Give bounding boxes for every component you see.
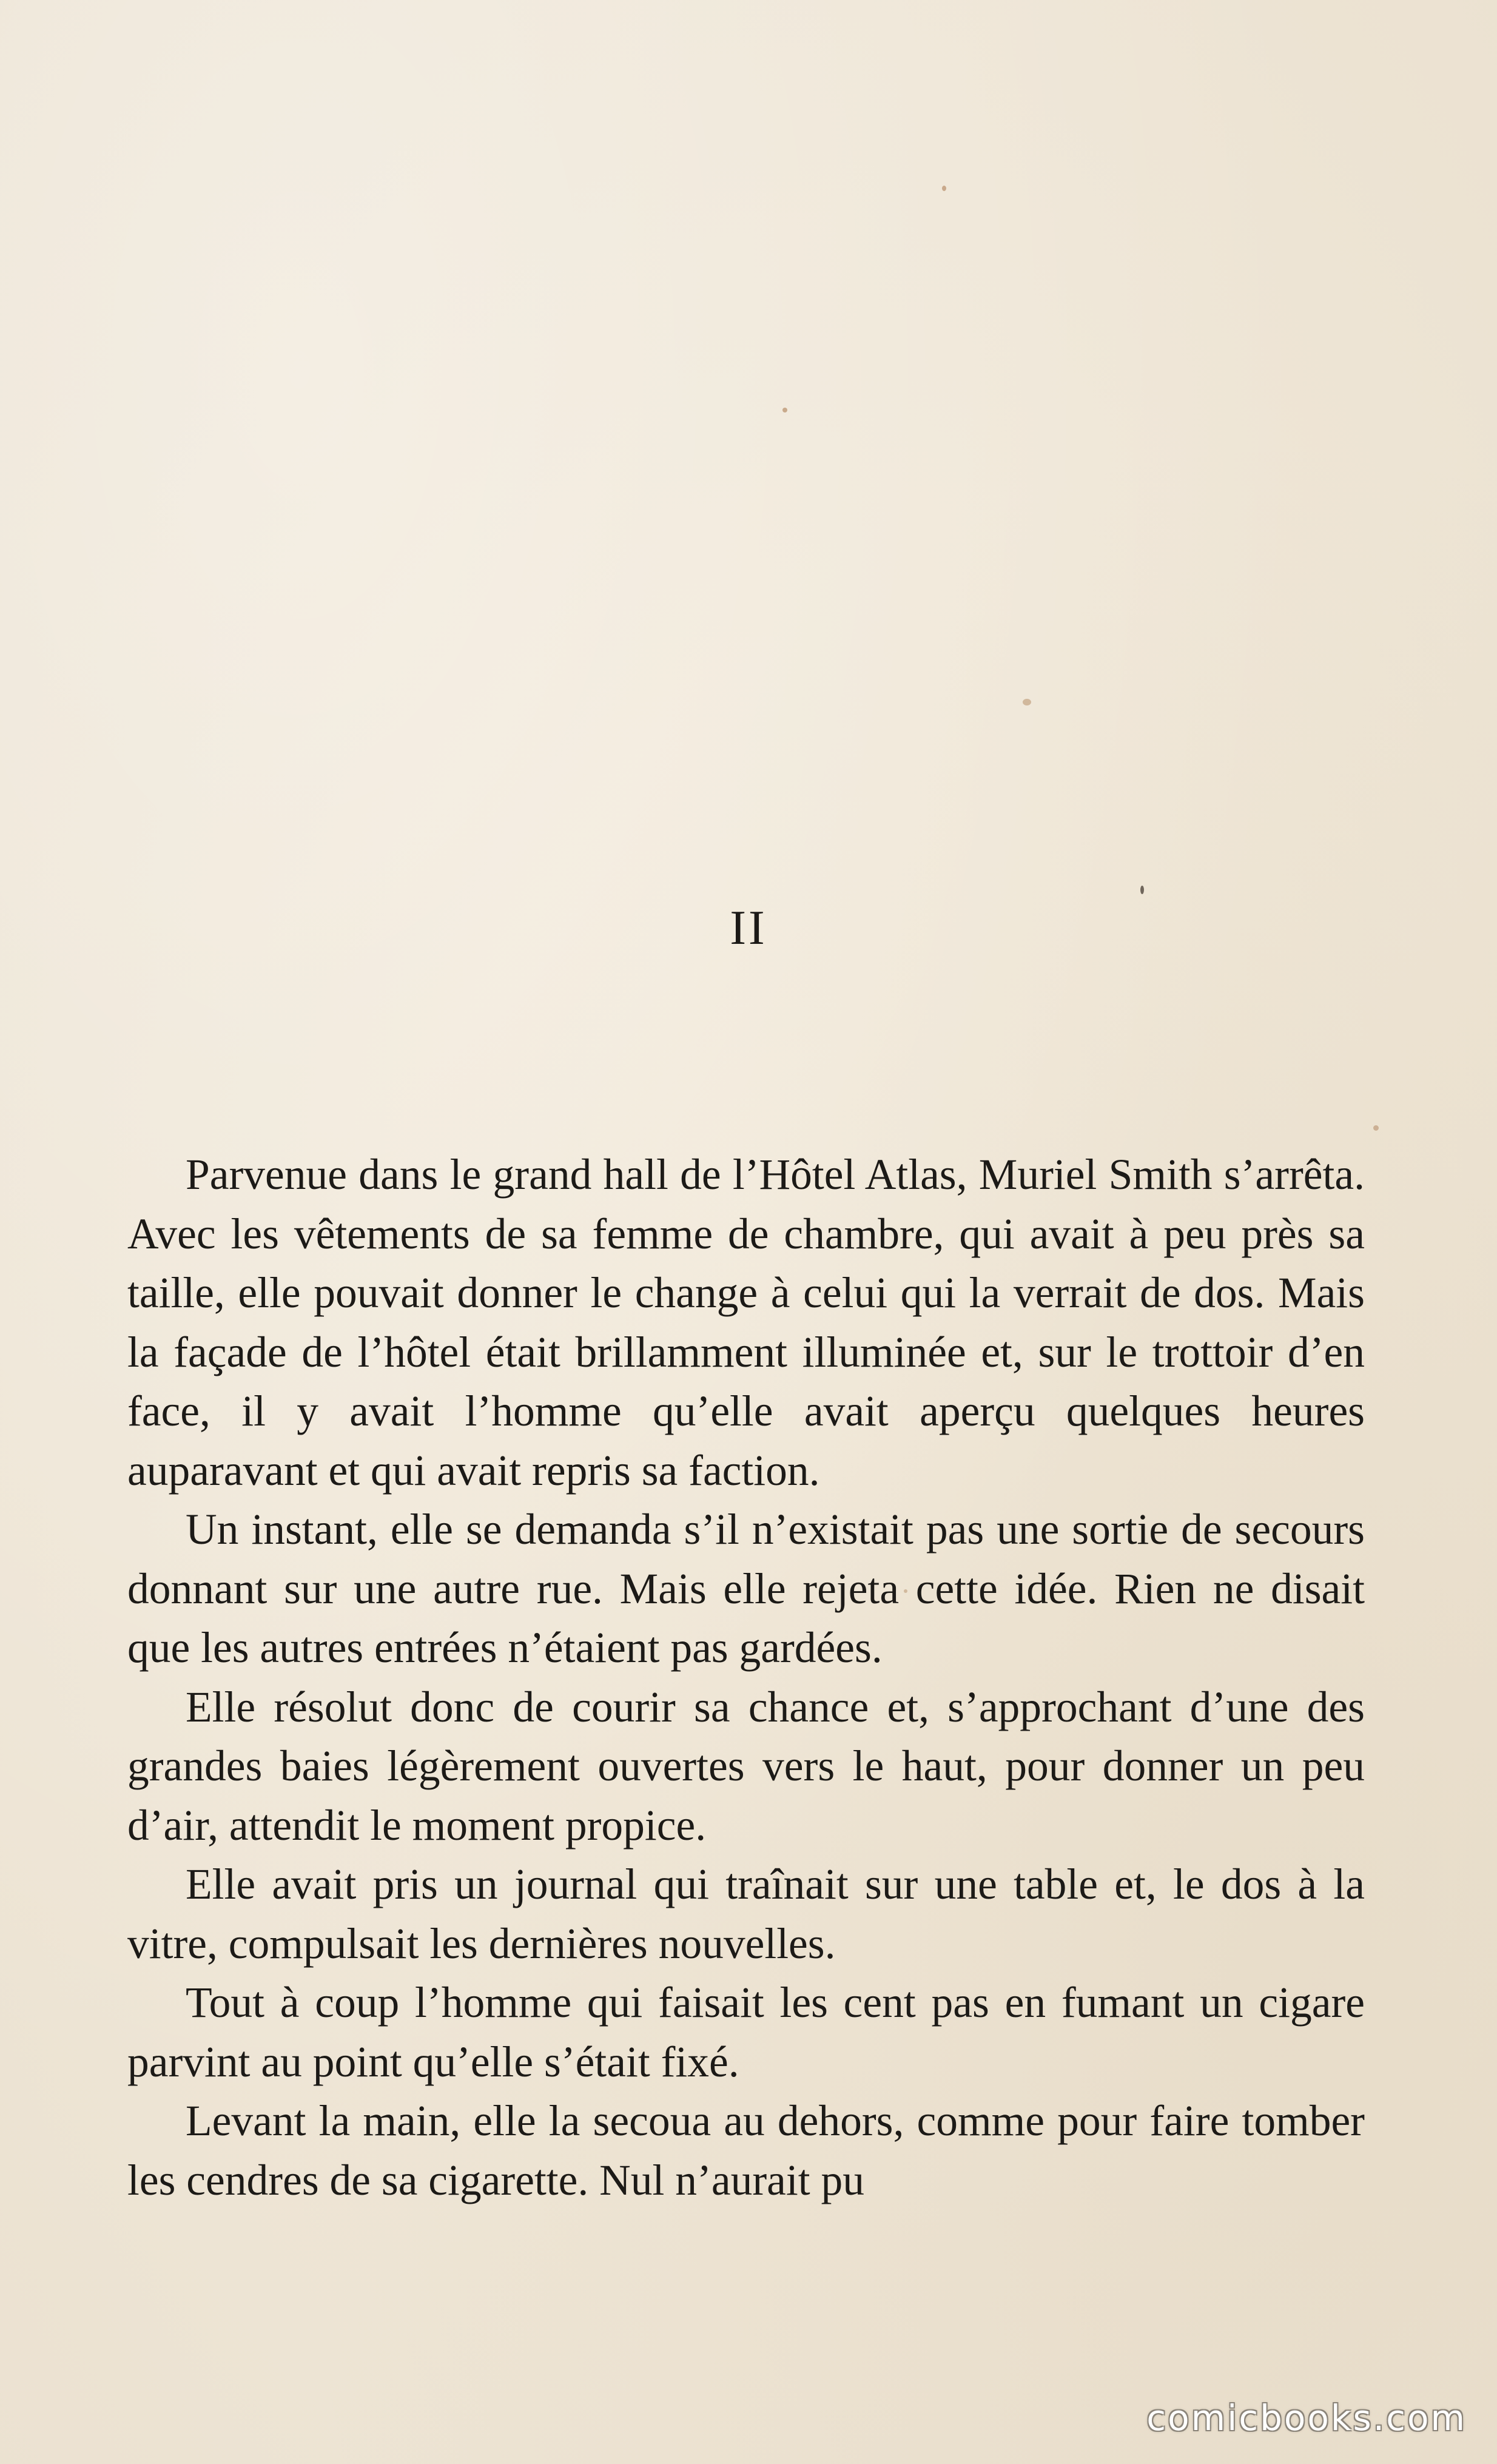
paper-speck [942,186,946,191]
paper-speck [1140,886,1144,894]
paragraph: Tout à coup l’homme qui faisait les cent pas en fumant un cigare parvint au point qu’elle s’était fixé. [127,1979,1365,2086]
paragraph: Parvenue dans le grand hall de l’Hôtel Atlas, Muriel Smith s’arrêta. Avec les vêtements de sa femme de chambre, qui avait à peu près sa taille, elle pouvait donner le change à celui qui la verrait de dos. Mais la façade de l’hôtel était brillamment illuminée et, sur le trottoir d’en face, il y avait l’homme qu’elle avait aperçu quelques heures auparavant et qui avait repris sa faction. [127,1151,1365,1495]
chapter-number: II [730,901,767,955]
body-text [127,1145,1365,2210]
paragraph: Un instant, elle se demanda s’il n’existait pas une sortie de secours donnant sur une autre rue. Mais elle rejeta cette idée. Rien ne disait que les autres entrées n’étaient pas gardées. [127,1506,1365,1672]
paper-speck [1373,1125,1379,1131]
paragraph: Levant la main, elle la secoua au dehors, comme pour faire tomber les cendres de sa cigarette. Nul n’aurait pu [127,2097,1365,2204]
paragraph: Elle avait pris un journal qui traînait sur une table et, le dos à la vitre, compulsait les dernières nouvelles. [127,1860,1365,1968]
paper-speck [1023,699,1031,705]
paper-speck [782,408,787,412]
paragraph: Elle résolut donc de courir sa chance et, s’approchant d’une des grandes baies légèrement ouvertes vers le haut, pour donner un peu d’air, attendit le moment propice. [127,1683,1365,1850]
watermark-text: comicbooks.com [1146,2397,1467,2439]
